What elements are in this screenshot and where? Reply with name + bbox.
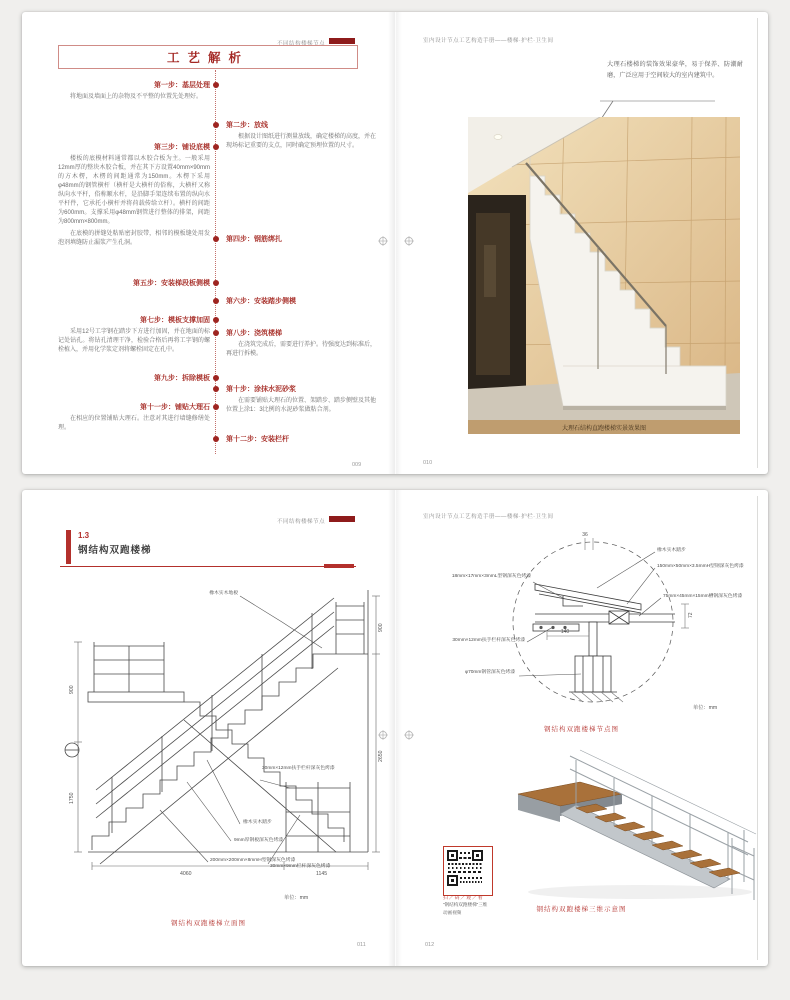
step-title: 第一步：基层处理 <box>154 82 210 89</box>
step-title: 第十一步：铺贴大理石 <box>140 404 210 411</box>
dim-36: 36 <box>582 532 588 538</box>
qr-title-line2: 动画视频 <box>443 910 462 915</box>
timeline-dot <box>213 82 219 88</box>
unit-note: 单位：mm <box>693 705 718 711</box>
running-header-text: 不同结构楼梯节点 <box>277 41 325 47</box>
page-number: 010 <box>423 460 433 466</box>
dim-bottom-main: 4060 <box>180 871 192 877</box>
step-title: 第三步：铺设底模 <box>154 144 210 151</box>
process-step-10 <box>226 384 376 415</box>
unit-note: 单位：mm <box>284 895 309 901</box>
header-red-block <box>329 516 355 522</box>
timeline-dot <box>213 330 219 336</box>
timeline-dot <box>213 144 219 150</box>
label-rail: 30mm×9mm栏杆深灰色烤漆 <box>270 864 331 869</box>
section-red-bar <box>66 530 71 564</box>
page-elevation <box>22 490 395 966</box>
page-title: 工艺解析 <box>58 45 358 69</box>
page-number: 012 <box>425 942 435 948</box>
section-rule <box>60 566 356 567</box>
step-body: 将地面及墙面上的杂物及不平整的位置先处理好。 <box>70 94 203 100</box>
figure-caption: 钢结构双跑楼梯立面图 <box>171 920 246 927</box>
dim-72: 72 <box>688 612 694 618</box>
photo-annotation: 大理石楼梯的装饰效果豪华，易于保养、防潮耐磨，广泛应用于空间较大的室内建筑中。 <box>607 61 743 79</box>
label-steel-plate: 9mm厚钢板深灰色烤漆 <box>234 838 284 843</box>
elevation-linework <box>52 582 387 892</box>
qr-scan-label: 扫／码／观／看 <box>443 896 484 901</box>
section-number: 1.3 <box>78 531 90 540</box>
qr-pattern <box>446 849 484 887</box>
dim-left-top: 900 <box>69 685 75 694</box>
step-body: 楼板的底模材料通常都以木胶合板为主。一般采用12mm厚的整块木胶合板，并在其下方设置40mm×90mm的方木楞，木楞的间距通常为150mm。木楞下采用φ48mm的钢管横杆（横杆是大横杆的俗称，大横杆又称纵向水平杆，俗称顺水杆，是沿脚手架连续布置的纵向水平杆件，它承托小横杆并将荷载传给立杆）。横杆的间距为600mm。支撑采用φ48mm钢管进行整体的排架，间距为800mm×800mm。 <box>58 156 210 225</box>
header-red-block <box>329 38 355 44</box>
page-number: 011 <box>357 942 366 948</box>
step-body: 在相应的位置铺贴大理石。注意对其进行墙缝修缮处理。 <box>58 416 210 431</box>
process-step-8 <box>226 328 376 359</box>
timeline-dot <box>213 298 219 304</box>
label-handrail: 30mm×12mm扶手栏杆深灰色烤漆 <box>262 766 335 771</box>
dim-140: 140 <box>560 629 570 635</box>
process-step-1 <box>58 80 210 102</box>
running-header-text: 不同结构楼梯节点 <box>277 519 325 525</box>
process-step-11 <box>58 402 210 433</box>
registration-mark-icon <box>378 730 388 740</box>
node-detail-drawing <box>435 524 755 720</box>
label-pipe: φ70mm钢管深灰色烤漆 <box>464 670 515 675</box>
label-wood-tread: 橡木实木踏步 <box>243 820 272 825</box>
step-title: 第六步：安装踏步侧模 <box>226 298 296 305</box>
timeline-dot <box>213 404 219 410</box>
photo-caption: 大理石结构直跑楼梯实景效果图 <box>468 420 740 434</box>
timeline-dot <box>213 317 219 323</box>
process-step-12 <box>226 434 376 444</box>
dim-left-bottom: 1750 <box>69 792 75 804</box>
page-marble-photo <box>395 12 768 474</box>
spread-top <box>22 12 768 474</box>
label-wood-floor: 橡木实木地板 <box>209 591 238 596</box>
process-step-5 <box>58 278 210 288</box>
page-node-detail <box>395 490 768 966</box>
step-body: 在浇筑完成后，需要进行养护。待强度达到标准后，再进行拆模。 <box>226 342 377 357</box>
step-title: 第七步：模板支撑加固 <box>140 317 210 324</box>
page-process-analysis <box>22 12 395 474</box>
registration-mark-icon <box>404 730 414 740</box>
section-title: 钢结构双跑楼梯 <box>78 545 152 556</box>
step-body: 在需要铺贴大理石的位置、架踏步、踏步侧壁及其他位置上涂1：3比例的水泥砂浆做粘合剂。 <box>226 398 377 413</box>
running-header: 室内设计节点工艺构造手册——楼梯·护栏·卫生间 <box>423 514 554 520</box>
qr-title-line: “钢结构双跑楼梯”三维 <box>443 902 488 907</box>
process-step-2 <box>226 120 376 151</box>
timeline-dot <box>213 386 219 392</box>
running-header: 室内设计节点工艺构造手册——楼梯·护栏·卫生间 <box>423 38 554 44</box>
process-step-7 <box>58 315 210 355</box>
timeline-dot <box>213 436 219 442</box>
marble-staircase-photo <box>468 117 740 420</box>
registration-mark-icon <box>404 236 414 246</box>
registration-mark-icon <box>378 236 388 246</box>
process-step-4 <box>226 234 376 244</box>
section-rule-dash <box>324 564 354 568</box>
step-title: 第四步：钢筋绑扎 <box>226 236 282 243</box>
label-h-steel: 150mm×50mm×3.5mmH型钢深灰色烤漆 <box>657 564 744 569</box>
running-header <box>277 510 355 528</box>
timeline-dot <box>213 236 219 242</box>
step-body: 根据设计图纸进行测量放线，确定楼梯的高度，并在现场标记重要的支点，同时确定预埋位置的尺寸。 <box>226 134 377 149</box>
figure-caption: 钢结构双跑楼梯三维示意图 <box>536 906 627 913</box>
step-title: 第八步：浇筑楼梯 <box>226 330 282 337</box>
step-body-2: 在底模的拼缝处粘贴密封胶带，相邻的模板缝处用发泡剂填缝防止漏浆产生孔洞。 <box>58 231 210 246</box>
step-title: 第十步：涂抹水泥砂浆 <box>226 386 296 393</box>
step-title: 第九步：拆除模板 <box>154 375 210 382</box>
timeline-dot <box>213 122 219 128</box>
process-step-9 <box>58 373 210 383</box>
label-l-steel: 18mm×17mm×3mmL型钢深灰色烤漆 <box>451 574 531 579</box>
qr-code <box>443 846 493 896</box>
label-wood-tread: 橡木实木踏步 <box>657 548 686 553</box>
step-title: 第十二步：安装栏杆 <box>226 436 289 443</box>
dim-right-top: 900 <box>378 623 384 632</box>
step-title: 第五步：安装梯段板侧模 <box>133 280 210 287</box>
figure-caption: 钢结构双跑楼梯节点图 <box>544 726 619 733</box>
label-handrail: 30mm×12mm扶手栏杆深灰色烤漆 <box>452 638 525 643</box>
elevation-drawing <box>52 582 387 892</box>
process-step-3 <box>58 142 210 248</box>
step-title: 第二步：放线 <box>226 122 268 129</box>
dimension-lines <box>74 596 380 870</box>
step-body: 采用12号工字钢在踏步下方进行加固，并在地面的标记处钻孔。将钻孔清理干净，检验合格后再将工字钢的螺栓植入，并用化学浆定剂将螺栓固定在孔中。 <box>58 329 210 353</box>
dim-right-mid: 2650 <box>378 750 384 762</box>
dim-bottom-right: 1145 <box>316 871 328 877</box>
timeline-dot <box>213 375 219 381</box>
three-d-staircase <box>510 742 760 902</box>
spread-bottom <box>22 490 768 966</box>
timeline-dot <box>213 280 219 286</box>
label-channel-steel: 75mm×45mm×15mm槽钢深灰色烤漆 <box>663 594 743 599</box>
label-h-steel: 200mm×200mm×8mmH型钢深灰色烤漆 <box>210 858 296 863</box>
process-step-6 <box>226 296 376 306</box>
page-number: 009 <box>352 462 362 468</box>
